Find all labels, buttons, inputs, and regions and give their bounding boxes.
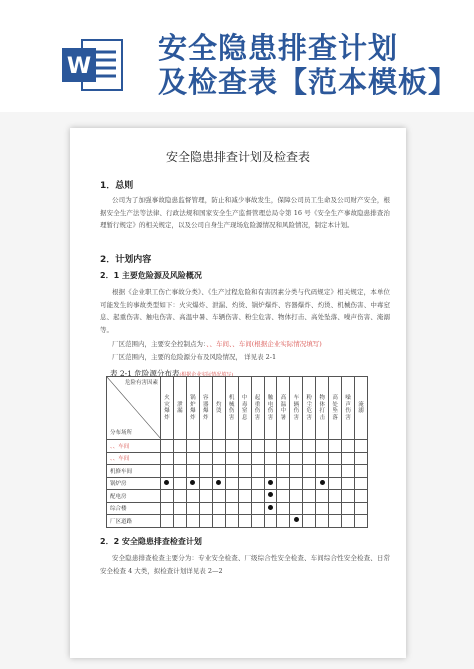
column-header-label: 中毒窒息 [241, 395, 248, 421]
section-2-1-paragraph: 根据《企业职工伤亡事故分类》、《生产过程危险和有害因素分类与代码规定》相关规定，本单位可能发生的事故类型如下：火灾爆炸、泄漏、灼烫、锅炉爆炸、容器爆炸、灼烫、机械伤害、中毒窒息、起重伤害、触电伤害、高温中暑、车辆伤害、粉尘危害、物体打击、高处坠落、噪声伤害、淹溺等。 [100, 288, 390, 334]
section-1-paragraph: 公司为了加强事故隐患监督管理，防止和减少事故发生，保障公司员工生命及公司财产安全，根据安全生产法等法律、行政法规和国家安全生产监督管理总局令第 16 号《安全生产事故隐患排查治理暂行规定》的相关规定，以及公司自身生产现场危险源情况和风险情况，制定本计划。 [100, 196, 390, 229]
table-cell [186, 477, 199, 490]
row-place: 机修车间 [107, 465, 161, 478]
table-cell [355, 452, 368, 465]
table-cell [290, 452, 303, 465]
table-cell [303, 490, 316, 503]
row-place: 、、车间 [107, 440, 161, 453]
doc-title: 安全隐患排查计划及检查表 [165, 150, 310, 164]
section-2-heading: 2．计划内容 [100, 255, 152, 265]
column-header-label: 粉尘危害 [306, 395, 313, 421]
table-cell [316, 477, 329, 490]
table-cell [303, 440, 316, 453]
table-cell [186, 515, 199, 528]
table-cell [173, 515, 186, 528]
table-cell [173, 477, 186, 490]
table-cell [161, 502, 174, 515]
column-header [225, 377, 238, 440]
table-cell [173, 502, 186, 515]
table-cell [173, 452, 186, 465]
table-header-row [107, 377, 368, 440]
table-row [107, 490, 368, 503]
column-header [316, 377, 329, 440]
table-cell [303, 452, 316, 465]
table-cell [186, 440, 199, 453]
table-cell [199, 490, 212, 503]
column-header-label: 物体打击 [319, 395, 325, 421]
table-cell [277, 515, 290, 528]
table-cell [225, 490, 238, 503]
table-cell [225, 502, 238, 515]
table-cell [316, 452, 329, 465]
table-cell [316, 490, 329, 503]
control-points-line [100, 338, 390, 351]
table-cell [329, 502, 342, 515]
table-cell [186, 465, 199, 478]
column-header [199, 377, 212, 440]
table-cell [264, 440, 277, 453]
table-cell [290, 465, 303, 478]
table-cell [264, 477, 277, 490]
table-row [107, 477, 368, 490]
column-header-label: 锅炉爆炸 [190, 395, 196, 421]
table-cell [238, 502, 251, 515]
table-cell [238, 465, 251, 478]
table-row [107, 465, 368, 478]
table-cell [212, 490, 225, 503]
table-cell [212, 465, 225, 478]
table-cell [342, 452, 355, 465]
risk-intro-line: 厂区范围内，主要的危险源分布及风险情况， 详见表 2-1 [112, 353, 277, 361]
table-cell [199, 452, 212, 465]
banner-title-line1: 安全隐患排查计划 [158, 31, 399, 65]
table-cell [329, 515, 342, 528]
column-header [186, 377, 199, 440]
table-cell [277, 452, 290, 465]
table-cell [342, 440, 355, 453]
corner-bottom-label: 分布场所 [110, 429, 133, 436]
hazard-dot [294, 517, 299, 522]
table-cell [329, 452, 342, 465]
table-cell [264, 515, 277, 528]
column-header [173, 377, 186, 440]
table-cell [355, 440, 368, 453]
row-place: 厂区道路 [107, 515, 161, 528]
banner-title-line2: 及检查表【范本模板】 [158, 65, 459, 99]
column-header [251, 377, 264, 440]
table-cell [329, 465, 342, 478]
table-cell [199, 440, 212, 453]
table-cell [161, 465, 174, 478]
table-cell [225, 477, 238, 490]
hazard-dot [190, 480, 195, 485]
table-cell [264, 502, 277, 515]
table-cell [277, 465, 290, 478]
table-cell [186, 490, 199, 503]
table-cell [290, 515, 303, 528]
control-prefix: 厂区范围内，主要安全控制点为： [112, 340, 207, 348]
table-cell [277, 477, 290, 490]
table-cell [225, 452, 238, 465]
section-2-1-heading: 2．1 主要危险源及风险概况 [100, 271, 202, 280]
table-cell [238, 490, 251, 503]
column-header [238, 377, 251, 440]
column-header [290, 377, 303, 440]
table-caption-text: 表 2-1 危险源分布表 [110, 369, 180, 378]
table-cell [238, 440, 251, 453]
table-cell [186, 452, 199, 465]
table-cell [316, 515, 329, 528]
table-cell [264, 465, 277, 478]
column-header-label: 车辆伤害 [293, 395, 300, 421]
table-cell [277, 502, 290, 515]
table-cell [251, 465, 264, 478]
table-row [107, 502, 368, 515]
table-cell [290, 502, 303, 515]
table-cell [316, 502, 329, 515]
table-cell [161, 490, 174, 503]
table-caption-note: (根据企业实际情况填写) [179, 372, 234, 378]
table-cell [329, 477, 342, 490]
section-2-2-paragraph: 安全隐患排查检查主要分为：专业安全检查、厂级综合性安全检查、车间综合性安全检查、日常安全检查 4 大类，拟检查计划详见表 2—2 [100, 554, 390, 575]
table-cell [212, 502, 225, 515]
table-cell [251, 440, 264, 453]
control-red: 、、车间、、车间(根据企业实际情况填写) [206, 340, 322, 348]
table-cell [212, 440, 225, 453]
table-cell [212, 477, 225, 490]
table-cell [316, 440, 329, 453]
table-cell [251, 477, 264, 490]
table-cell [212, 515, 225, 528]
table-cell [173, 440, 186, 453]
table-cell [161, 452, 174, 465]
table-cell [212, 452, 225, 465]
table-cell [290, 477, 303, 490]
hazard-dot [268, 505, 273, 510]
row-place: 综合楼 [107, 502, 161, 515]
table-cell [173, 490, 186, 503]
table-cell [238, 515, 251, 528]
table-cell [251, 502, 264, 515]
table-cell [199, 502, 212, 515]
hazard-table [106, 376, 368, 528]
word-logo-letter: W [66, 54, 92, 79]
table-cell [290, 490, 303, 503]
table-cell [355, 477, 368, 490]
table-cell [251, 490, 264, 503]
document-page [70, 128, 406, 658]
word-icon [60, 36, 124, 94]
table-cell [329, 490, 342, 503]
column-header [264, 377, 277, 440]
table-cell [329, 440, 342, 453]
section-1-heading: 1．总则 [100, 181, 134, 191]
column-header-label: 噪声伤害 [345, 395, 351, 421]
table-cell [355, 490, 368, 503]
column-header [303, 377, 316, 440]
table-cell [290, 440, 303, 453]
table-row [107, 440, 368, 453]
column-header-label: 灼烫 [215, 401, 222, 414]
table-cell [251, 515, 264, 528]
table-cell [303, 477, 316, 490]
table-cell [342, 502, 355, 515]
table-cell [342, 490, 355, 503]
table-cell [225, 440, 238, 453]
table-cell [199, 477, 212, 490]
column-header-label: 容器爆炸 [203, 395, 209, 421]
corner-top-label: 危险有害因素 [125, 380, 159, 386]
column-header-label: 高处坠落 [332, 395, 338, 421]
table-cell [225, 515, 238, 528]
column-header-label: 淹溺 [358, 401, 364, 414]
table-cell [277, 440, 290, 453]
column-header-label: 泄漏 [177, 401, 183, 414]
column-header [161, 377, 174, 440]
column-header-label: 火灾爆炸 [164, 395, 170, 421]
section-2-2-heading: 2．2 安全隐患排查检查计划 [100, 537, 202, 546]
column-header [212, 377, 225, 440]
table-cell [303, 465, 316, 478]
column-header [329, 377, 342, 440]
table-cell [199, 515, 212, 528]
table-cell [264, 490, 277, 503]
table-row [107, 515, 368, 528]
table-cell [225, 465, 238, 478]
table-cell [277, 490, 290, 503]
table-corner-cell [107, 377, 161, 440]
column-header [277, 377, 290, 440]
table-cell [173, 465, 186, 478]
column-header [355, 377, 368, 440]
table-cell [355, 515, 368, 528]
table-cell [355, 502, 368, 515]
table-row [107, 452, 368, 465]
table-cell [186, 502, 199, 515]
hazard-dot [268, 492, 273, 497]
table-cell [161, 440, 174, 453]
row-place: 锅炉房 [107, 477, 161, 490]
column-header [342, 377, 355, 440]
table-cell [303, 515, 316, 528]
table-cell [161, 515, 174, 528]
column-header-label: 触电伤害 [267, 395, 274, 421]
hazard-dot [164, 480, 169, 485]
table-cell [316, 465, 329, 478]
hazard-dot [320, 480, 325, 485]
table-cell [264, 452, 277, 465]
hazard-dot [216, 480, 221, 485]
table-cell [355, 465, 368, 478]
hazard-dot [268, 480, 273, 485]
table-cell [342, 515, 355, 528]
table-cell [251, 452, 264, 465]
table-cell [161, 477, 174, 490]
table-cell [342, 477, 355, 490]
row-place: 配电房 [107, 490, 161, 503]
row-place: 、、车间 [107, 452, 161, 465]
table-cell [238, 477, 251, 490]
table-cell [342, 465, 355, 478]
table-cell [238, 452, 251, 465]
banner [0, 0, 474, 112]
column-header-label: 起重伤害 [254, 395, 261, 421]
column-header-label: 高温中暑 [280, 395, 287, 421]
table-cell [303, 502, 316, 515]
column-header-label: 机械伤害 [228, 395, 235, 421]
table-cell [199, 465, 212, 478]
